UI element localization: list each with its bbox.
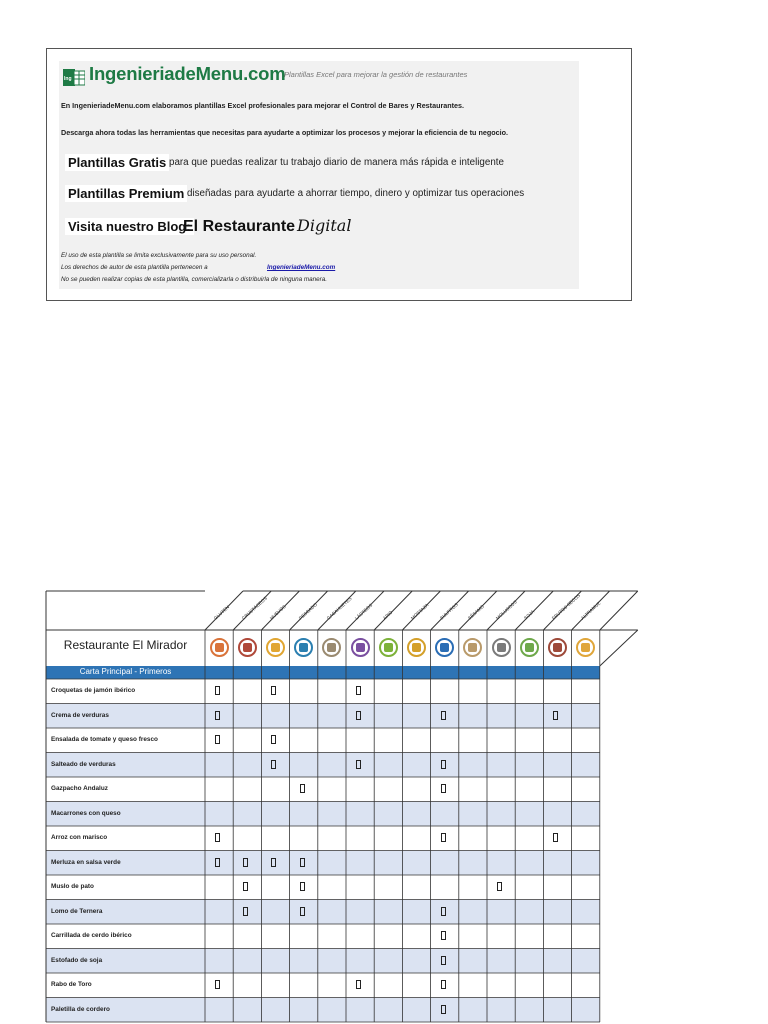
free-templates-link[interactable]: Plantillas Gratis xyxy=(65,154,169,171)
egg-icon xyxy=(266,638,285,657)
dish-name: Ensalada de tomate y queso fresco xyxy=(51,736,158,743)
dish-name: Estofado de soja xyxy=(51,956,103,964)
allergen-mark[interactable] xyxy=(300,907,305,916)
lupin-icon xyxy=(576,638,595,657)
row-background xyxy=(46,753,600,778)
allergen-mark[interactable] xyxy=(300,858,305,867)
allergen-icon-core xyxy=(299,643,308,652)
icon-row-slant xyxy=(600,630,638,666)
dish-name: Arroz con marisco xyxy=(51,834,108,841)
allergen-mark[interactable] xyxy=(271,760,276,769)
allergen-icon-core xyxy=(497,643,506,652)
allergen-mark[interactable] xyxy=(215,735,220,744)
dish-name: Paletilla de cordero xyxy=(51,1005,110,1013)
nut-icon xyxy=(548,638,567,657)
allergen-header: GLUTEN xyxy=(213,604,231,621)
dish-name: Salteado de verduras xyxy=(51,760,116,768)
allergen-mark[interactable] xyxy=(215,833,220,842)
milk-icon xyxy=(351,638,370,657)
allergen-mark[interactable] xyxy=(441,760,446,769)
allergen-mark[interactable] xyxy=(243,882,248,891)
allergen-header: PESCADO xyxy=(297,601,318,621)
intro-text-2: Descarga ahora todas las herramientas que necesitas para ayudarte a optimizar los procesos y mejorar la eficiencia de tu negocio. xyxy=(61,128,508,137)
legal-notice-1: El uso de esta plantilla se limita exclusivamente para su uso personal. xyxy=(61,252,257,259)
allergen-mark[interactable] xyxy=(271,858,276,867)
dish-name: Macarrones con queso xyxy=(51,809,121,817)
allergen-mark[interactable] xyxy=(271,686,276,695)
allergen-mark[interactable] xyxy=(441,907,446,916)
dish-name: Croquetas de jamón ibérico xyxy=(51,687,136,694)
allergen-icon-core xyxy=(356,643,365,652)
premium-templates-link[interactable]: Plantillas Premium xyxy=(65,185,187,202)
row-background xyxy=(46,802,600,827)
allergen-header: FRUTOS SECOS xyxy=(551,592,582,621)
allergen-mark[interactable] xyxy=(271,735,276,744)
allergen-mark[interactable] xyxy=(356,980,361,989)
fish-icon xyxy=(294,638,313,657)
allergen-icon-core xyxy=(468,643,477,652)
allergen-mark[interactable] xyxy=(215,711,220,720)
blog-name-script: Digital xyxy=(297,216,352,235)
allergen-icon-core xyxy=(440,643,449,652)
allergen-icon-core xyxy=(384,643,393,652)
free-templates-description: para que puedas realizar tu trabajo diario de manera más rápida e inteligente xyxy=(169,157,504,168)
blog-name-primary: El Restaurante xyxy=(183,218,296,235)
row-background xyxy=(46,851,600,876)
wheat-icon xyxy=(210,638,229,657)
allergen-header: SÉSAMO xyxy=(466,603,485,621)
allergen-mark[interactable] xyxy=(441,711,446,720)
allergen-icon-core xyxy=(553,643,562,652)
soy-icon xyxy=(520,638,539,657)
allergen-mark[interactable] xyxy=(215,980,220,989)
sulphite-icon xyxy=(435,638,454,657)
allergen-header: CRUSTÁCEOS xyxy=(241,595,269,621)
allergen-mark[interactable] xyxy=(441,784,446,793)
blog-label: Visita nuestro Blog: xyxy=(65,218,194,235)
allergen-icon-core xyxy=(243,643,252,652)
mollusc-icon xyxy=(492,638,511,657)
dish-name: Gazpacho Andaluz xyxy=(51,785,108,792)
allergen-icon-core xyxy=(581,643,590,652)
allergen-mark[interactable] xyxy=(300,882,305,891)
row-background xyxy=(46,900,600,925)
header-slant-line xyxy=(374,591,412,630)
allergen-mark[interactable] xyxy=(356,686,361,695)
legal-notice-2: Los derechos de autor de esta plantilla pertenecen a xyxy=(61,264,208,271)
row-background xyxy=(46,998,600,1023)
allergen-icon-core xyxy=(525,643,534,652)
allergen-icon-core xyxy=(215,643,224,652)
allergen-header: APIO xyxy=(382,609,394,621)
section-title: Carta Principal - Primeros xyxy=(79,667,172,676)
allergen-header: SULFITOS xyxy=(438,602,459,621)
allergen-mark[interactable] xyxy=(243,858,248,867)
allergen-icon-core xyxy=(412,643,421,652)
header-slant-line xyxy=(600,591,638,630)
dish-name: Muslo de pato xyxy=(51,883,94,890)
allergen-mark[interactable] xyxy=(441,931,446,940)
allergen-header: LÁCTEOS xyxy=(354,602,374,621)
site-logo-text[interactable]: IngenieriadeMenu.com xyxy=(89,63,286,84)
allergen-mark[interactable] xyxy=(215,686,220,695)
legal-notice-3: No se pueden realizar copias de esta plantilla, comercializarla o distribuirla de ninguna manera. xyxy=(61,276,328,283)
dish-name: Carrillada de cerdo ibérico xyxy=(51,932,132,939)
allergen-mark[interactable] xyxy=(553,833,558,842)
allergen-mark[interactable] xyxy=(441,956,446,965)
mustard-icon xyxy=(407,638,426,657)
allergen-mark[interactable] xyxy=(215,858,220,867)
row-background xyxy=(46,949,600,974)
allergen-mark[interactable] xyxy=(497,882,502,891)
allergen-icon-core xyxy=(327,643,336,652)
allergen-mark[interactable] xyxy=(441,980,446,989)
intro-text-1: En IngenieriadeMenu.com elaboramos plantillas Excel profesionales para mejorar el Control de Bares y Restaurantes. xyxy=(61,101,465,110)
allergen-header: MOLUSCOS xyxy=(495,599,518,621)
allergen-header: HUEVOS xyxy=(269,604,288,621)
crustacean-icon xyxy=(238,638,257,657)
dish-name: Crema de verduras xyxy=(51,711,109,719)
allergen-mark[interactable] xyxy=(356,711,361,720)
allergen-header: MOSTAZA xyxy=(410,602,430,621)
allergen-header: ALTRAMUZ xyxy=(579,600,602,621)
dish-name: Merluza en salsa verde xyxy=(51,858,121,866)
allergen-icon-core xyxy=(271,643,280,652)
premium-templates-description: diseñadas para ayudarte a ahorrar tiempo, dinero y optimizar tus operaciones xyxy=(187,188,525,199)
allergen-header: CACAHUETES xyxy=(325,595,353,621)
row-background xyxy=(46,704,600,729)
allergen-mark[interactable] xyxy=(243,907,248,916)
site-tagline: Plantillas Excel para mejorar la gestión de restaurantes xyxy=(284,70,468,79)
celery-icon xyxy=(379,638,398,657)
allergen-mark[interactable] xyxy=(356,760,361,769)
allergen-mark[interactable] xyxy=(441,1005,446,1014)
allergen-header: SOJA xyxy=(523,608,536,621)
allergen-mark[interactable] xyxy=(300,784,305,793)
restaurant-name: Restaurante El Mirador xyxy=(63,638,188,652)
copyright-owner-link[interactable]: IngenieriadeMenu.com xyxy=(267,264,336,271)
allergen-mark[interactable] xyxy=(553,711,558,720)
logo-badge-text: Ing xyxy=(64,76,72,82)
dish-name: Lomo de Ternera xyxy=(51,907,103,915)
allergen-mark[interactable] xyxy=(441,833,446,842)
dish-name: Rabo de Toro xyxy=(51,981,92,988)
